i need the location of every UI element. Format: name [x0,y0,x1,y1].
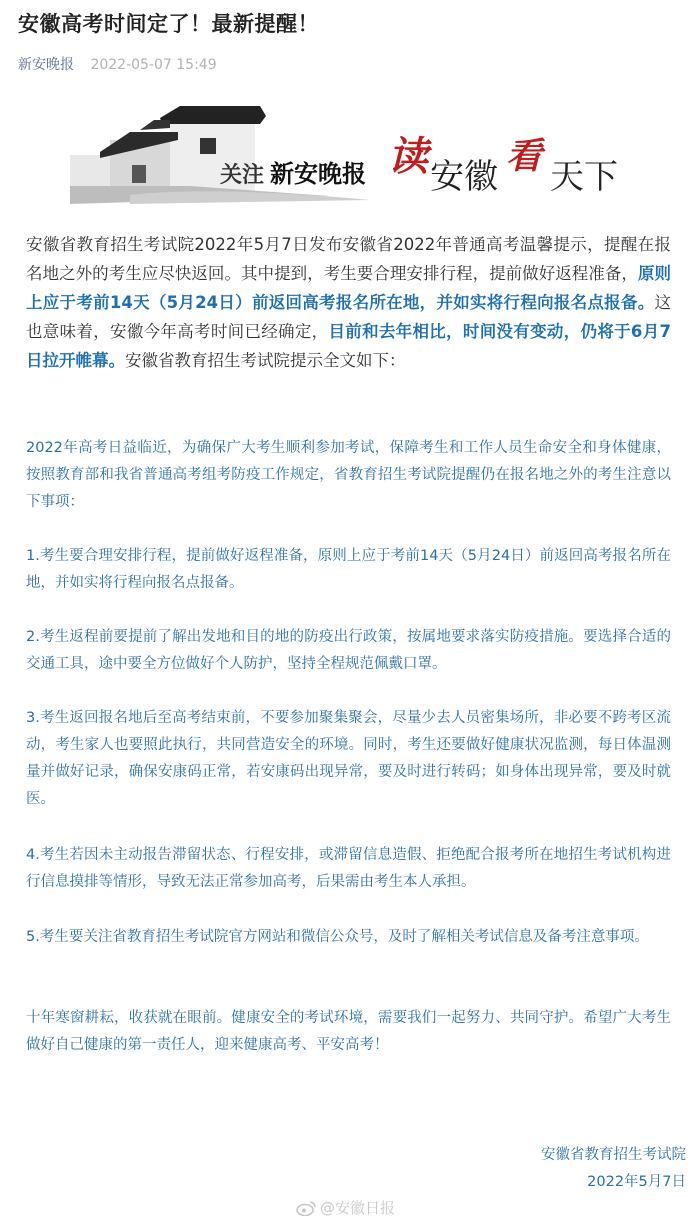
article-title: 安徽高考时间定了！最新提醒！ [18,12,319,36]
notice-item-4: 4.考生若因未主动报告滞留状态、行程安排，或滞留信息造假、拒绝配合报考所在地招生考试机构进行信息摸排等情形，导致无法正常参加高考，后果需由考生本人承担。 [26,847,671,890]
huizhou-roof-illustration [70,106,370,204]
banner-newspaper-name: 新安晚报 [270,160,366,188]
banner-prefix: 关注 [220,163,265,188]
banner-world: 天下 [550,157,618,197]
watermark-text: @安徽日报 [320,1199,396,1217]
banner-see-char: 看 [506,135,543,177]
intro-paragraph [26,230,671,375]
weibo-logo-icon [296,1200,316,1216]
notice-item-3: 3.考生返回报名地后至高考结束前，不要参加聚集聚会，尽量少去人员密集场所，非必要不跨考区流动，考生家人也要照此执行，共同营造安全的环境。同时，考生还要做好健康状况监测，每日体温测量并做好记录，确保安康码正常，若安康码出现异常，要及时进行转码；如身体出现异常，要及时就医。 [26,710,671,807]
newspaper-banner [70,100,630,210]
notice-closing: 十年寒窗耕耘，收获就在眼前。健康安全的考试环境，需要我们一起努力、共同守护。希望广大考生做好自己健康的第一责任人，迎来健康高考、平安高考！ [26,1010,671,1053]
notice-item-5: 5.考生要关注省教育招生考试院官方网站和微信公众号，及时了解相关考试信息及备考注意事项。 [26,929,649,945]
banner-read-char: 读 [388,133,428,180]
article-timestamp: 2022-05-07 15:49 [90,57,217,73]
notice-item-2: 2.考生返程前要提前了解出发地和目的地的防疫出行政策，按属地要求落实防疫措施。要选择合适的交通工具，途中要全方位做好个人防护，坚持全程规范佩戴口罩。 [26,629,671,672]
notice-lead: 2022年高考日益临近，为确保广大考生顺利参加考试，保障考生和工作人员生命安全和身体健康，按照教育部和我省普通高考组考防疫工作规定，省教育招生考试院提醒仍在报名地之外的考生注意以下事项： [26,440,671,510]
intro-highlight-1: 原则上应于考前14天（5月24日）前返回高考报名所在地，并如实将行程向报名点报备。 [26,264,672,312]
intro-text-2: 这也意味着，安徽今年高考时间已经确定， [26,293,671,341]
article-source-link[interactable]: 新安晚报 [18,57,74,73]
banner-place: 安徽 [430,157,498,197]
intro-text-3: 安徽省教育招生考试院提示全文如下： [125,351,406,370]
weibo-watermark [296,1197,395,1218]
notice-signature: 安徽省教育招生考试院 [541,1147,686,1163]
article-meta [18,54,217,74]
notice-date: 2022年5月7日 [587,1174,686,1190]
intro-text-1: 安徽省教育招生考试院2022年5月7日发布安徽省2022年普通高考温馨提示，提醒在报名地之外的考生应尽快返回。其中提到，考生要合理安排行程，提前做好返程准备， [26,235,671,283]
notice-item-1: 1.考生要合理安排行程，提前做好返程准备，原则上应于考前14天（5月24日）前返回高考报名所在地，并如实将行程向报名点报备。 [26,548,671,591]
intro-highlight-2: 目前和去年相比，时间没有变动，仍将于6月7日拉开帷幕。 [26,322,671,370]
